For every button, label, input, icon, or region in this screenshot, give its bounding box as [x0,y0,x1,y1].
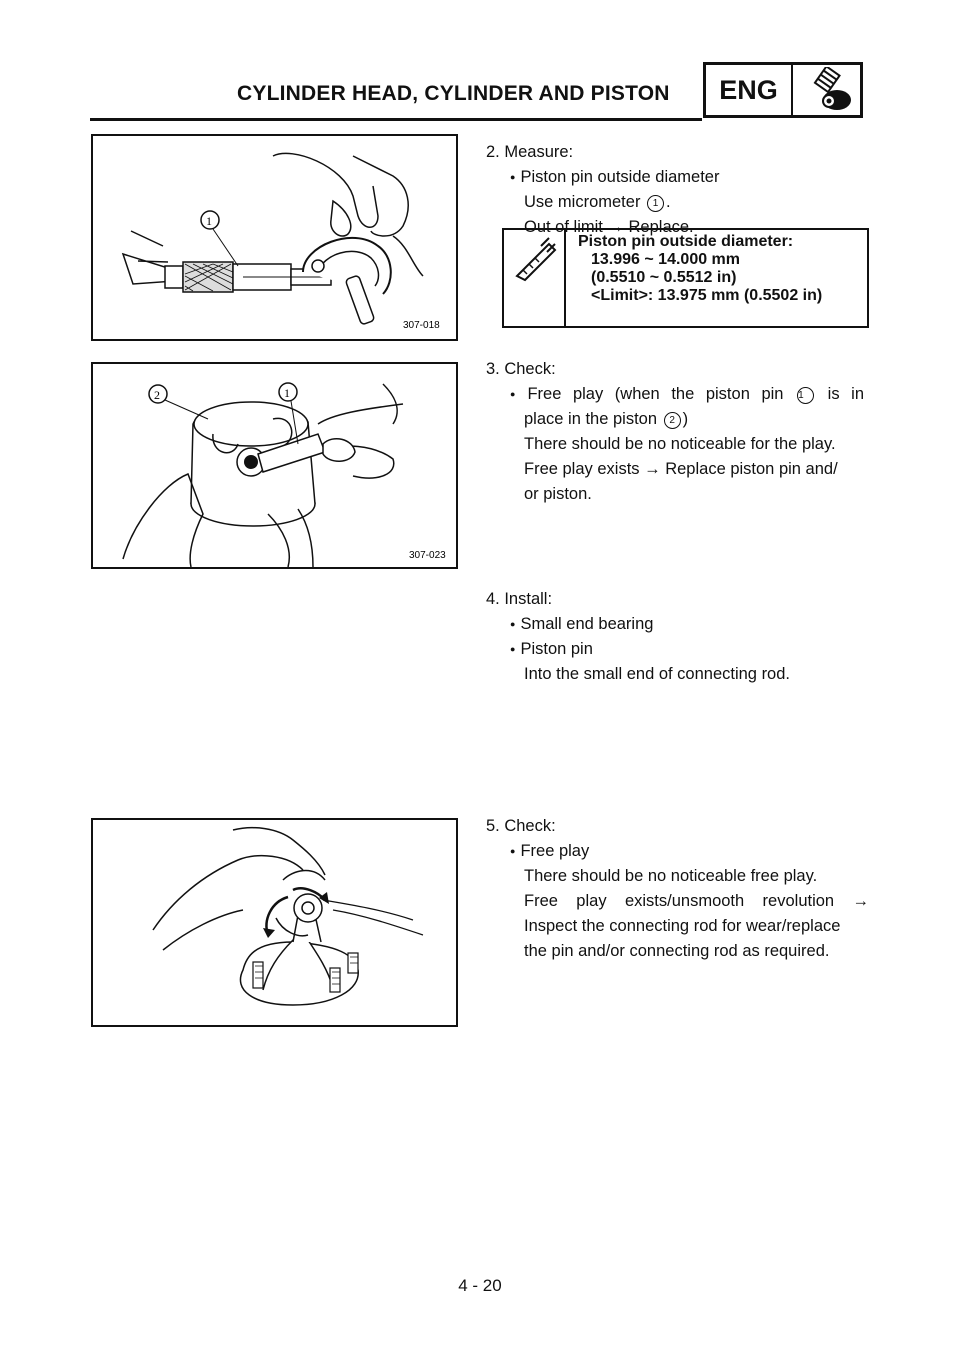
step-3-line3: There should be no noticeable for the play. [524,435,836,453]
step-3-line5: or piston. [524,485,592,503]
callout-ref-2: 2 [664,412,681,429]
step-3-heading: 3. Check: [486,360,556,378]
engine-piston-icon [793,65,860,115]
step-5-line2: Free play exists/unsmooth revolution → [524,892,869,910]
page-number: 4 - 20 [458,1276,502,1295]
step-4-bullet-2: ● Piston pin [486,637,790,662]
step-4-line1: Into the small end of connecting rod. [524,665,790,683]
figure2-callout-1: 1 [284,386,290,400]
step-2-heading: 2. Measure: [486,143,574,161]
step-5-heading: 5. Check: [486,817,556,835]
step-4 [486,587,790,687]
step-4-heading: 4. Install: [486,590,553,608]
section-tag-box [703,62,863,118]
page-title: CYLINDER HEAD, CYLINDER AND PISTON [237,82,670,105]
step-4-bullet-1: ● Small end bearing [486,612,790,637]
step-5 [486,814,869,964]
spec-limit: <Limit>: 13.975 mm (0.5502 in) [591,287,823,304]
figure-piston-pin [91,362,458,569]
section-tag: ENG [706,65,793,115]
step-5-line4: the pin and/or connecting rod as required. [524,942,830,960]
spec-title: Piston pin outside diameter: [578,233,794,250]
step-3-line4: Free play exists → Replace piston pin and/ [524,460,838,478]
figure2-label: 307-023 [409,550,446,561]
spec-value-mm: 13.996 ~ 14.000 mm [591,251,741,268]
callout-ref-1: 1 [797,387,814,404]
step-2-bullet: ● Piston pin outside diameter [486,165,719,190]
spec-value-in: (0.5510 ~ 0.5512 in) [591,269,737,286]
figure-micrometer [91,134,458,341]
figure1-callout-1: 1 [206,214,212,228]
step-5-line3: Inspect the connecting rod for wear/replace [524,917,841,935]
step-5-line1: There should be no noticeable free play. [524,867,818,885]
step-2-line1: Use micrometer 1 . [524,193,671,211]
figure1-label: 307-018 [403,320,440,331]
step-3 [486,357,864,507]
spec-box [502,228,869,328]
figure-connecting-rod [91,818,458,1027]
step-3-bullet: ● Free play (when the piston pin 1 is in [524,382,864,407]
step-5-bullet: ● Free play [486,839,869,864]
step-2-line2: Out of limit → Replace. [524,218,694,236]
header-rule [90,118,702,121]
step-2 [486,140,719,240]
step-3-line2: place in the piston 2 ) [524,410,689,428]
figure2-callout-2: 2 [154,388,160,402]
callout-ref-1: 1 [647,195,664,212]
caliper-icon [504,230,566,326]
